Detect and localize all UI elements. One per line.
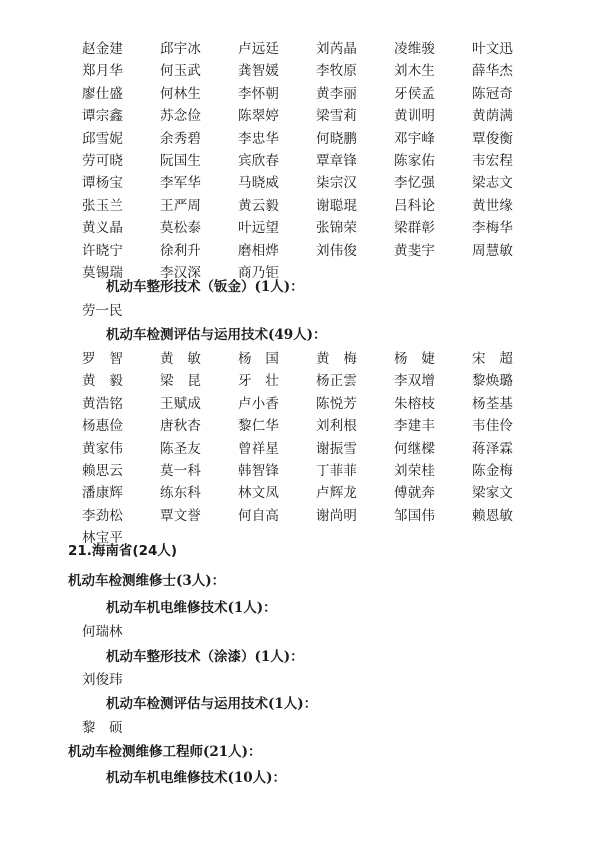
person-name: 何晓鹏 (316, 130, 358, 147)
person-name: 廖仕盛 (82, 85, 124, 102)
person-name: 陈金梅 (472, 463, 514, 480)
person-name: 陈悦芳 (316, 395, 358, 412)
person-name: 梁家文 (472, 485, 514, 502)
person-name: 何林生 (160, 85, 202, 102)
person-name: 韩智锋 (238, 463, 280, 480)
person-name: 梁志文 (472, 175, 514, 192)
heading-jidian-1: 机动车机电维修技术(1人)： (106, 600, 277, 616)
person-name: 龚智媛 (238, 63, 280, 80)
person-name: 叶文迅 (472, 41, 514, 57)
heading-banjin: 机动车整形技术（钣金）(1人)： (106, 279, 304, 295)
person-name: 傅就奔 (394, 485, 436, 502)
name-list-guangxi-continued (82, 38, 582, 284)
person-name: 黄李丽 (316, 85, 358, 102)
person-name: 李忆强 (394, 175, 436, 192)
person-name: 黄浩铭 (82, 395, 124, 412)
person-name: 李忠华 (238, 130, 280, 147)
person-name: 练东科 (160, 485, 202, 502)
province-heading: 21.海南省(24人) (68, 543, 178, 559)
person-name: 覃章锋 (316, 153, 358, 170)
person-name: 李梅华 (472, 220, 514, 237)
person-name: 阮国生 (160, 153, 202, 170)
name-pinggu-2: 黎 硕 (82, 720, 123, 736)
person-name: 宾欣春 (238, 153, 280, 170)
person-name: 叶远望 (238, 220, 280, 237)
person-name: 谭杨宝 (82, 175, 124, 192)
person-name: 刘利根 (316, 418, 358, 435)
person-name: 李军华 (160, 175, 202, 192)
person-name: 陈家佑 (394, 153, 436, 170)
person-name: 苏念俭 (160, 108, 202, 125)
person-name: 牙 壮 (238, 373, 280, 390)
person-name: 杨 国 (238, 351, 280, 367)
person-name: 潘康辉 (82, 485, 124, 502)
heading-jidian-2: 机动车机电维修技术(10人)： (106, 770, 287, 786)
person-name: 梁雪莉 (316, 108, 358, 125)
person-name: 薛华杰 (472, 63, 514, 80)
person-name: 莫一科 (160, 463, 202, 480)
person-name: 李牧原 (316, 63, 358, 80)
person-name: 黎焕璐 (472, 373, 514, 390)
person-name: 刘荣桂 (394, 463, 436, 480)
person-name: 商乃钜 (238, 265, 280, 282)
person-name: 周慧敏 (472, 242, 514, 259)
person-name: 黄 梅 (316, 351, 358, 367)
person-name: 林文凤 (238, 485, 280, 502)
person-name: 黄家伟 (82, 440, 124, 457)
person-name: 赖思云 (82, 463, 124, 480)
heading-pinggu-2: 机动车检测评估与运用技术(1人)： (106, 696, 318, 712)
person-name: 吕科论 (394, 197, 436, 214)
person-name: 赖恩敏 (472, 507, 514, 524)
person-name: 黄世缘 (472, 197, 514, 214)
person-name: 黎仁华 (238, 418, 280, 435)
person-name: 谢振雪 (316, 440, 358, 457)
name-tuqi: 刘俊玮 (82, 672, 123, 688)
person-name: 梁 昆 (160, 373, 202, 390)
person-name: 柒宗汉 (316, 175, 358, 192)
person-name: 陈翠婷 (238, 108, 280, 125)
person-name: 何自高 (238, 507, 280, 524)
person-name: 余秀碧 (160, 130, 202, 147)
name-list-pinggu (82, 348, 582, 550)
person-name: 曾祥星 (238, 440, 280, 457)
person-name: 朱榕枝 (394, 395, 436, 412)
person-name: 王赋成 (160, 395, 202, 412)
person-name: 陈冠奇 (472, 85, 514, 102)
person-name: 唐秋杏 (160, 418, 202, 435)
person-name: 卢小香 (238, 395, 280, 412)
person-name: 邹国伟 (394, 507, 436, 524)
name-jidian-1: 何瑞林 (82, 624, 123, 640)
person-name: 卢远廷 (238, 41, 280, 57)
person-name: 凌维骏 (394, 41, 436, 57)
person-name: 何玉武 (160, 63, 202, 80)
person-name: 黄 毅 (82, 373, 124, 390)
person-name: 韦宏程 (472, 153, 514, 170)
person-name: 覃俊衡 (472, 130, 514, 147)
person-name: 罗 智 (82, 351, 124, 367)
level-heading-shi: 机动车检测维修士(3人)： (68, 573, 226, 589)
person-name: 何继樑 (394, 440, 436, 457)
person-name: 邓宇峰 (394, 130, 436, 147)
person-name: 赵金建 (82, 41, 124, 57)
person-name: 杨 婕 (394, 351, 436, 367)
person-name: 黄义晶 (82, 220, 124, 237)
person-name: 邱宇冰 (160, 41, 202, 57)
person-name: 李汉深 (160, 265, 202, 282)
person-name: 梁群彰 (394, 220, 436, 237)
person-name: 王严周 (160, 197, 202, 214)
person-name: 谢尚明 (316, 507, 358, 524)
person-name: 马晓威 (238, 175, 280, 192)
heading-tuqi: 机动车整形技术（涂漆）(1人)： (106, 649, 304, 665)
person-name: 黄斐宇 (394, 242, 436, 259)
heading-pinggu: 机动车检测评估与运用技术(49人)： (106, 327, 327, 343)
person-name: 林宝平 (82, 530, 124, 547)
person-name: 刘芮晶 (316, 41, 358, 57)
person-name: 莫松泰 (160, 220, 202, 237)
person-name: 刘木生 (394, 63, 436, 80)
person-name: 莫锡瑞 (82, 265, 124, 282)
person-name: 蒋泽霖 (472, 440, 514, 457)
person-name: 谢聪琨 (316, 197, 358, 214)
person-name: 郑月华 (82, 63, 124, 80)
person-name: 黄云毅 (238, 197, 280, 214)
person-name: 刘伟俊 (316, 242, 358, 259)
person-name: 李双增 (394, 373, 436, 390)
person-name: 李建丰 (394, 418, 436, 435)
person-name: 徐利升 (160, 242, 202, 259)
person-name: 磨相烨 (238, 242, 280, 259)
person-name: 覃文誉 (160, 507, 202, 524)
person-name: 张玉兰 (82, 197, 124, 214)
person-name: 杨荃基 (472, 395, 514, 412)
person-name: 丁菲菲 (316, 463, 358, 480)
person-name: 李劲松 (82, 507, 124, 524)
person-name: 张锦荣 (316, 220, 358, 237)
person-name: 黄训明 (394, 108, 436, 125)
person-name: 谭宗鑫 (82, 108, 124, 125)
person-name: 黄 敏 (160, 351, 202, 367)
person-name: 卢辉龙 (316, 485, 358, 502)
person-name: 杨惠俭 (82, 418, 124, 435)
level-heading-engineer: 机动车检测维修工程师(21人)： (68, 744, 262, 760)
person-name: 杨正雲 (316, 373, 358, 390)
person-name: 劳可晓 (82, 153, 124, 170)
person-name: 李怀朝 (238, 85, 280, 102)
person-name: 黄荫满 (472, 108, 514, 125)
person-name: 邱雪妮 (82, 130, 124, 147)
person-name: 牙侯孟 (394, 85, 436, 102)
person-name: 许晓宁 (82, 242, 124, 259)
person-name: 陈圣友 (160, 440, 202, 457)
person-name: 韦佳伶 (472, 418, 514, 435)
name-banjin: 劳一民 (82, 303, 123, 319)
person-name: 宋 超 (472, 351, 514, 367)
